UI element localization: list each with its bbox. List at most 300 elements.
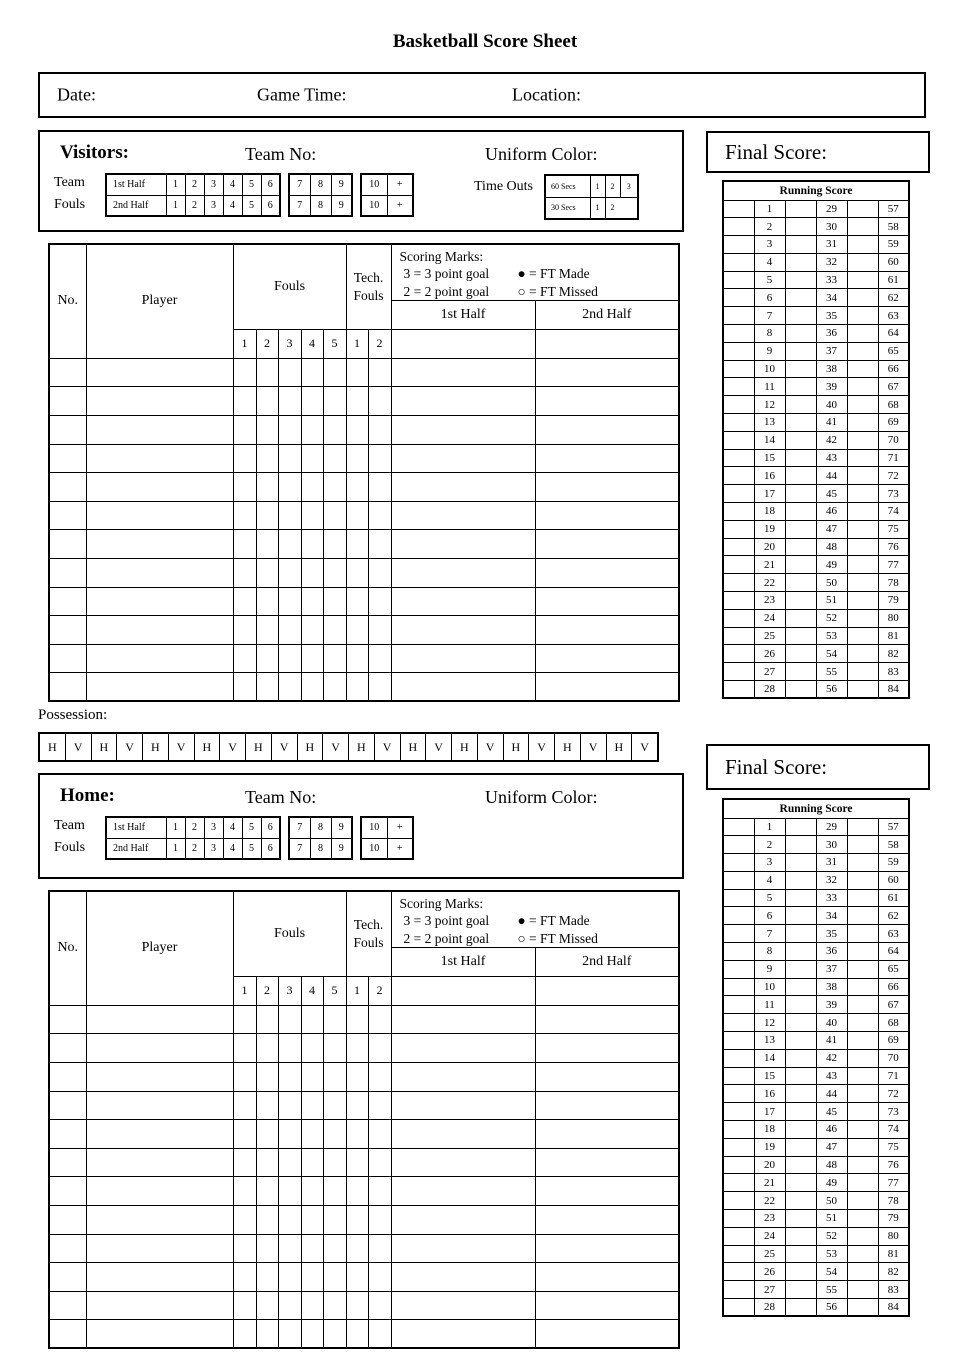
score-mark-blank-cell xyxy=(723,342,754,360)
foul-slot-cell: + xyxy=(387,838,413,859)
blank-form-cell xyxy=(278,1148,301,1177)
running-score-number-cell: 8 xyxy=(754,943,785,961)
blank-form-cell xyxy=(323,1148,346,1177)
team-fouls-group xyxy=(105,173,281,217)
running-score-number-cell: 12 xyxy=(754,396,785,414)
foul-slot-number: 2 xyxy=(256,329,278,358)
score-mark-blank-cell xyxy=(847,854,878,872)
blank-form-cell xyxy=(391,444,535,473)
blank-form-cell xyxy=(368,444,391,473)
blank-form-cell xyxy=(368,1263,391,1292)
blank-form-cell xyxy=(535,473,679,502)
home-uniform-color-label: Uniform Color: xyxy=(485,787,598,807)
score-mark-blank-cell xyxy=(847,1085,878,1103)
player-row xyxy=(49,1320,679,1349)
score-mark-blank-cell xyxy=(847,360,878,378)
foul-slot-cell: 6 xyxy=(261,817,280,838)
blank-form-cell xyxy=(535,1148,679,1177)
second-half-header: 2nd Half xyxy=(535,947,679,976)
score-mark-blank-cell xyxy=(785,925,816,943)
score-mark-blank-cell xyxy=(847,907,878,925)
running-score-number-cell: 48 xyxy=(816,1156,847,1174)
blank-form-cell xyxy=(535,1034,679,1063)
blank-form-cell xyxy=(368,1205,391,1234)
running-score-number-cell: 43 xyxy=(816,449,847,467)
team-fouls-group xyxy=(360,816,414,860)
blank-form-cell xyxy=(233,358,256,387)
score-mark-blank-cell xyxy=(847,253,878,271)
score-mark-blank-cell xyxy=(847,996,878,1014)
blank-form-cell xyxy=(391,387,535,416)
blank-form-cell xyxy=(368,673,391,702)
blank-form-cell xyxy=(391,587,535,616)
running-score-number-cell: 3 xyxy=(754,854,785,872)
blank-form-cell xyxy=(49,530,86,559)
fouls-column-header: Fouls xyxy=(233,244,346,329)
score-mark-blank-cell xyxy=(723,218,754,236)
score-mark-blank-cell xyxy=(785,289,816,307)
player-row xyxy=(49,1205,679,1234)
blank-form-cell xyxy=(301,387,323,416)
running-score-number-cell: 39 xyxy=(816,996,847,1014)
running-score-number-cell: 40 xyxy=(816,1014,847,1032)
score-mark-blank-cell xyxy=(723,1121,754,1139)
possession-cell: V xyxy=(478,734,504,760)
tech-foul-slot-number: 2 xyxy=(368,329,391,358)
score-mark-blank-cell xyxy=(847,1227,878,1245)
blank-form-cell xyxy=(233,387,256,416)
score-mark-blank-cell xyxy=(847,1032,878,1050)
foul-slot-cell: 8 xyxy=(310,195,331,216)
foul-slot-cell: 4 xyxy=(223,817,242,838)
foul-slot-cell: 5 xyxy=(242,195,261,216)
blank-form-cell xyxy=(256,1148,278,1177)
running-score-number-cell: 34 xyxy=(816,907,847,925)
score-mark-blank-cell xyxy=(723,1085,754,1103)
blank-form-cell xyxy=(323,1091,346,1120)
player-row xyxy=(49,444,679,473)
blank-form-cell xyxy=(256,558,278,587)
blank-form-cell xyxy=(86,1062,233,1091)
foul-slot-number: 4 xyxy=(301,329,323,358)
blank-form-cell xyxy=(346,501,368,530)
score-mark-blank-cell xyxy=(785,1049,816,1067)
home-team-name: Home: xyxy=(60,785,115,806)
foul-slot-cell: 2 xyxy=(185,174,204,195)
running-score-number-cell: 29 xyxy=(816,200,847,218)
blank-form-cell xyxy=(256,1205,278,1234)
blank-form-cell xyxy=(86,444,233,473)
home-player-table xyxy=(48,890,678,1349)
foul-slot-number: 5 xyxy=(323,976,346,1005)
score-mark-blank-cell xyxy=(723,663,754,681)
blank-form-cell xyxy=(49,1091,86,1120)
blank-form-cell xyxy=(49,473,86,502)
score-mark-blank-cell xyxy=(785,681,816,699)
score-mark-blank-cell xyxy=(723,645,754,663)
score-mark-blank-cell xyxy=(723,871,754,889)
score-mark-blank-cell xyxy=(723,271,754,289)
foul-slot-cell: 7 xyxy=(289,195,310,216)
running-score-number-cell: 21 xyxy=(754,1174,785,1192)
blank-form-cell xyxy=(323,1234,346,1263)
blank-form-cell xyxy=(233,1234,256,1263)
running-score-number-cell: 1 xyxy=(754,200,785,218)
blank-form-cell xyxy=(278,1320,301,1349)
player-column-header: Player xyxy=(86,244,233,358)
blank-form-cell xyxy=(346,473,368,502)
running-score-number-cell: 19 xyxy=(754,520,785,538)
blank-form-cell xyxy=(391,1234,535,1263)
blank-form-cell xyxy=(301,1291,323,1320)
score-mark-blank-cell xyxy=(723,1103,754,1121)
running-score-number-cell: 19 xyxy=(754,1138,785,1156)
foul-slot-cell: 2 xyxy=(185,817,204,838)
blank-form-cell xyxy=(535,1205,679,1234)
blank-form-cell xyxy=(86,387,233,416)
running-score-number-cell: 65 xyxy=(878,342,909,360)
blank-form-cell xyxy=(278,1062,301,1091)
score-mark-blank-cell xyxy=(723,627,754,645)
player-row xyxy=(49,1062,679,1091)
possession-cell: H xyxy=(401,734,427,760)
player-row xyxy=(49,644,679,673)
foul-slot-number: 3 xyxy=(278,329,301,358)
blank-form-cell xyxy=(346,1205,368,1234)
foul-slot-cell: 5 xyxy=(242,838,261,859)
blank-form-cell xyxy=(391,1263,535,1292)
blank-form-cell xyxy=(368,1291,391,1320)
score-mark-blank-cell xyxy=(785,627,816,645)
blank-form-cell xyxy=(323,1120,346,1149)
blank-form-cell xyxy=(346,444,368,473)
score-mark-blank-cell xyxy=(847,663,878,681)
blank-form-cell xyxy=(278,387,301,416)
score-mark-blank-cell xyxy=(785,271,816,289)
running-score-number-cell: 20 xyxy=(754,538,785,556)
blank-form-cell xyxy=(256,1177,278,1206)
running-score-number-cell: 52 xyxy=(816,609,847,627)
blank-form-cell xyxy=(535,1005,679,1034)
possession-cell: H xyxy=(92,734,118,760)
score-mark-blank-cell xyxy=(723,1049,754,1067)
score-mark-blank-cell xyxy=(847,925,878,943)
running-score-number-cell: 80 xyxy=(878,1227,909,1245)
score-mark-blank-cell xyxy=(847,485,878,503)
blank-form-cell xyxy=(256,1263,278,1292)
blank-form-cell xyxy=(86,1034,233,1063)
running-score-number-cell: 66 xyxy=(878,978,909,996)
blank-form-cell xyxy=(49,558,86,587)
blank-form-cell xyxy=(278,1177,301,1206)
blank-form-cell xyxy=(535,530,679,559)
foul-slot-cell: 8 xyxy=(310,817,331,838)
foul-slot-number: 1 xyxy=(233,329,256,358)
blank-form-cell xyxy=(278,530,301,559)
running-score-number-cell: 42 xyxy=(816,431,847,449)
timeouts-grid xyxy=(544,174,639,220)
score-mark-blank-cell xyxy=(723,681,754,699)
running-score-number-cell: 77 xyxy=(878,1174,909,1192)
blank-form-cell xyxy=(278,558,301,587)
score-mark-blank-cell xyxy=(847,574,878,592)
score-mark-blank-cell xyxy=(847,218,878,236)
score-mark-blank-cell xyxy=(785,467,816,485)
score-mark-blank-cell xyxy=(785,1299,816,1317)
scoring-rule: 3 = 3 point goal xyxy=(403,913,490,929)
blank-form-cell xyxy=(301,473,323,502)
running-score-number-cell: 84 xyxy=(878,681,909,699)
score-mark-blank-cell xyxy=(785,200,816,218)
running-score-number-cell: 68 xyxy=(878,396,909,414)
blank-form-cell xyxy=(86,616,233,645)
running-score-number-cell: 9 xyxy=(754,960,785,978)
running-score-number-cell: 36 xyxy=(816,325,847,343)
blank-form-cell xyxy=(301,1234,323,1263)
running-score-number-cell: 58 xyxy=(878,836,909,854)
blank-form-cell xyxy=(301,1177,323,1206)
score-mark-blank-cell xyxy=(847,342,878,360)
score-mark-blank-cell xyxy=(847,467,878,485)
blank-form-cell xyxy=(535,444,679,473)
player-row xyxy=(49,1177,679,1206)
blank-form-cell xyxy=(323,616,346,645)
blank-form-cell xyxy=(49,358,86,387)
blank-form-cell xyxy=(233,1091,256,1120)
score-mark-blank-cell xyxy=(723,960,754,978)
blank-form-cell xyxy=(256,387,278,416)
blank-form-cell xyxy=(233,1005,256,1034)
running-score-number-cell: 5 xyxy=(754,271,785,289)
score-mark-blank-cell xyxy=(847,236,878,254)
score-mark-blank-cell xyxy=(723,449,754,467)
running-score-number-cell: 52 xyxy=(816,1227,847,1245)
blank-form-cell xyxy=(233,558,256,587)
blank-form-cell xyxy=(86,1091,233,1120)
blank-form-cell xyxy=(368,1034,391,1063)
running-score-number-cell: 14 xyxy=(754,1049,785,1067)
blank-form-cell xyxy=(368,1148,391,1177)
half-scoring-blank-cell xyxy=(391,976,535,1005)
player-column-header: Player xyxy=(86,891,233,1005)
score-mark-blank-cell xyxy=(847,1067,878,1085)
blank-form-cell xyxy=(301,587,323,616)
score-mark-blank-cell xyxy=(723,609,754,627)
running-score-number-cell: 59 xyxy=(878,854,909,872)
blank-form-cell xyxy=(368,1120,391,1149)
blank-form-cell xyxy=(86,415,233,444)
running-score-number-cell: 49 xyxy=(816,556,847,574)
blank-form-cell xyxy=(49,1291,86,1320)
score-mark-blank-cell xyxy=(847,1138,878,1156)
blank-form-cell xyxy=(535,616,679,645)
running-score-number-cell: 72 xyxy=(878,1085,909,1103)
blank-form-cell xyxy=(233,1205,256,1234)
score-mark-blank-cell xyxy=(785,818,816,836)
blank-form-cell xyxy=(233,501,256,530)
running-score-number-cell: 65 xyxy=(878,960,909,978)
blank-form-cell xyxy=(86,558,233,587)
score-mark-blank-cell xyxy=(847,503,878,521)
running-score-number-cell: 17 xyxy=(754,1103,785,1121)
score-mark-blank-cell xyxy=(847,871,878,889)
running-score-number-cell: 1 xyxy=(754,818,785,836)
foul-slot-cell: 4 xyxy=(223,174,242,195)
blank-form-cell xyxy=(368,558,391,587)
no-column-header: No. xyxy=(49,891,86,1005)
score-mark-blank-cell xyxy=(723,1067,754,1085)
blank-form-cell xyxy=(233,415,256,444)
foul-slot-cell: 7 xyxy=(289,174,310,195)
blank-form-cell xyxy=(368,415,391,444)
running-score-number-cell: 34 xyxy=(816,289,847,307)
possession-cell: H xyxy=(607,734,633,760)
score-mark-blank-cell xyxy=(847,836,878,854)
blank-form-cell xyxy=(86,644,233,673)
blank-form-cell xyxy=(256,673,278,702)
blank-form-cell xyxy=(233,1177,256,1206)
blank-form-cell xyxy=(346,644,368,673)
running-score-number-cell: 32 xyxy=(816,253,847,271)
blank-form-cell xyxy=(391,1005,535,1034)
running-score-number-cell: 6 xyxy=(754,907,785,925)
possession-cell: V xyxy=(272,734,298,760)
blank-form-cell xyxy=(391,1291,535,1320)
running-score-number-cell: 7 xyxy=(754,307,785,325)
score-mark-blank-cell xyxy=(785,978,816,996)
tech-foul-slot-number: 1 xyxy=(346,976,368,1005)
running-score-number-cell: 33 xyxy=(816,271,847,289)
running-score-number-cell: 35 xyxy=(816,307,847,325)
player-row xyxy=(49,1263,679,1292)
score-mark-blank-cell xyxy=(723,1156,754,1174)
blank-form-cell xyxy=(233,1148,256,1177)
running-score-number-cell: 44 xyxy=(816,467,847,485)
blank-form-cell xyxy=(86,358,233,387)
blank-form-cell xyxy=(323,530,346,559)
running-score-number-cell: 67 xyxy=(878,996,909,1014)
running-score-number-cell: 23 xyxy=(754,592,785,610)
blank-form-cell xyxy=(256,587,278,616)
blank-form-cell xyxy=(49,415,86,444)
running-score-number-cell: 79 xyxy=(878,1210,909,1228)
timeout-slot-cell: 1 xyxy=(590,175,605,197)
score-mark-blank-cell xyxy=(785,1227,816,1245)
blank-form-cell xyxy=(49,1005,86,1034)
score-mark-blank-cell xyxy=(847,645,878,663)
blank-form-cell xyxy=(256,616,278,645)
blank-form-cell xyxy=(391,644,535,673)
blank-form-cell xyxy=(346,616,368,645)
running-score-number-cell: 46 xyxy=(816,503,847,521)
foul-slot-number: 5 xyxy=(323,329,346,358)
running-score-number-cell: 56 xyxy=(816,681,847,699)
foul-slot-number: 1 xyxy=(233,976,256,1005)
score-mark-blank-cell xyxy=(723,925,754,943)
blank-form-cell xyxy=(233,673,256,702)
score-mark-blank-cell xyxy=(785,485,816,503)
team-fouls-group xyxy=(288,173,353,217)
running-score-number-cell: 51 xyxy=(816,1210,847,1228)
blank-form-cell xyxy=(323,358,346,387)
score-mark-blank-cell xyxy=(785,538,816,556)
score-mark-blank-cell xyxy=(785,592,816,610)
running-score-number-cell: 64 xyxy=(878,943,909,961)
score-mark-blank-cell xyxy=(785,503,816,521)
blank-form-cell xyxy=(278,358,301,387)
score-mark-blank-cell xyxy=(847,1174,878,1192)
score-mark-blank-cell xyxy=(847,289,878,307)
running-score-number-cell: 24 xyxy=(754,1227,785,1245)
blank-form-cell xyxy=(368,1062,391,1091)
running-score-number-cell: 73 xyxy=(878,1103,909,1121)
blank-form-cell xyxy=(323,473,346,502)
blank-form-cell xyxy=(49,1320,86,1349)
scoring-marks-rules xyxy=(400,265,679,300)
score-mark-blank-cell xyxy=(785,431,816,449)
blank-form-cell xyxy=(256,1320,278,1349)
score-mark-blank-cell xyxy=(847,978,878,996)
blank-form-cell xyxy=(323,387,346,416)
blank-form-cell xyxy=(256,1120,278,1149)
home-team-fouls-grid xyxy=(105,816,414,860)
blank-form-cell xyxy=(346,387,368,416)
scoring-rule: ● = FT Made xyxy=(517,913,590,929)
blank-form-cell xyxy=(323,1263,346,1292)
running-score-number-cell: 56 xyxy=(816,1299,847,1317)
blank-form-cell xyxy=(535,1062,679,1091)
blank-form-cell xyxy=(535,1177,679,1206)
running-score-number-cell: 18 xyxy=(754,503,785,521)
running-score-number-cell: 49 xyxy=(816,1174,847,1192)
blank-form-cell xyxy=(368,501,391,530)
blank-form-cell xyxy=(391,501,535,530)
running-score-number-cell: 82 xyxy=(878,1263,909,1281)
score-mark-blank-cell xyxy=(785,1014,816,1032)
running-score-title: Running Score xyxy=(723,799,909,818)
blank-form-cell xyxy=(301,1205,323,1234)
running-score-number-cell: 26 xyxy=(754,1263,785,1281)
score-mark-blank-cell xyxy=(785,1210,816,1228)
score-mark-blank-cell xyxy=(723,836,754,854)
score-mark-blank-cell xyxy=(723,1014,754,1032)
blank-form-cell xyxy=(278,1205,301,1234)
running-score-number-cell: 18 xyxy=(754,1121,785,1139)
running-score-number-cell: 55 xyxy=(816,1281,847,1299)
fouls-column-header: Fouls xyxy=(233,891,346,976)
visitors-team-fouls-label: Team Fouls xyxy=(54,175,86,212)
foul-slot-cell: 3 xyxy=(204,817,223,838)
score-mark-blank-cell xyxy=(847,627,878,645)
foul-slot-cell: 10 xyxy=(361,195,387,216)
running-score-number-cell: 50 xyxy=(816,574,847,592)
blank-form-cell xyxy=(86,1205,233,1234)
score-mark-blank-cell xyxy=(785,1192,816,1210)
blank-form-cell xyxy=(49,1062,86,1091)
blank-form-cell xyxy=(233,616,256,645)
running-score-number-cell: 37 xyxy=(816,342,847,360)
score-mark-blank-cell xyxy=(723,236,754,254)
blank-form-cell xyxy=(535,644,679,673)
foul-slot-cell: 7 xyxy=(289,817,310,838)
blank-form-cell xyxy=(535,1091,679,1120)
tech-foul-slot-number: 2 xyxy=(368,976,391,1005)
score-mark-blank-cell xyxy=(785,253,816,271)
possession-cell: V xyxy=(220,734,246,760)
running-score-grid xyxy=(722,798,910,1317)
possession-label: Possession: xyxy=(38,707,108,723)
player-row xyxy=(49,616,679,645)
